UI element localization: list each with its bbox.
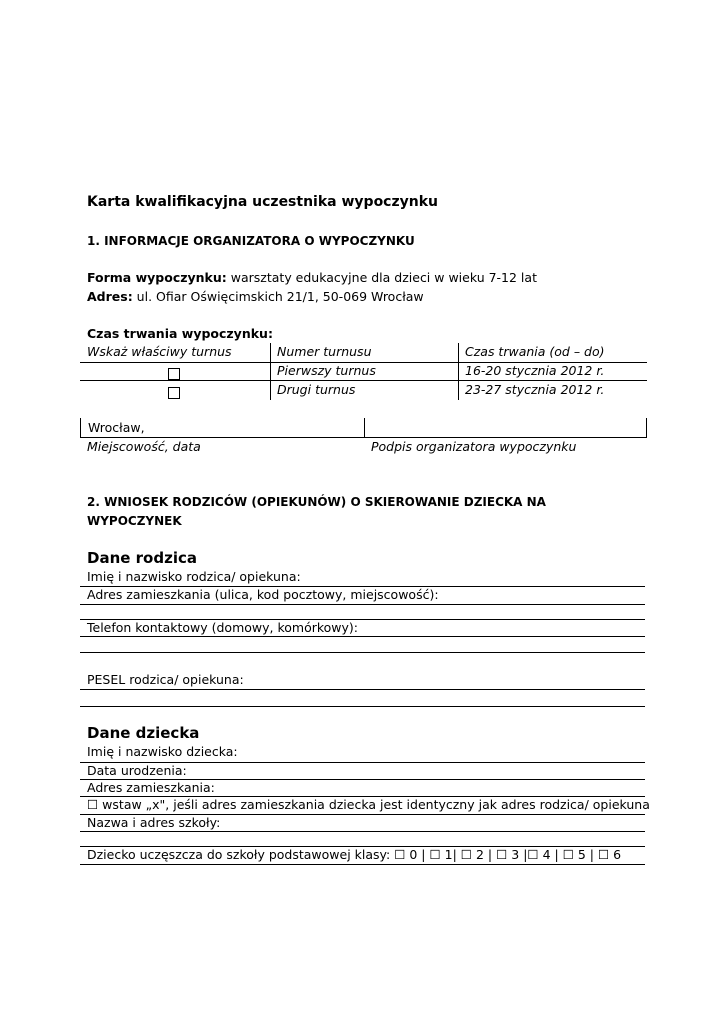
parent-data-heading: Dane rodzica [87, 549, 197, 567]
field-rule [80, 636, 645, 637]
turnus-2-name: Drugi turnus [277, 382, 356, 397]
organizer-address-line [87, 289, 424, 304]
form-value: warsztaty edukacyjne dla dzieci w wieku 7-12 lat [226, 270, 537, 285]
child-address-field[interactable]: Adres zamieszkania: [87, 780, 215, 795]
turnus-2-dates: 23-27 stycznia 2012 r. [465, 382, 605, 397]
turnus-1-checkbox[interactable] [168, 364, 180, 383]
duration-heading: Czas trwania wypoczynku: [87, 326, 273, 341]
table-divider [458, 343, 459, 400]
form-label: Forma wypoczynku: [87, 270, 227, 285]
turnus-1-name: Pierwszy turnus [277, 363, 376, 378]
section-1-heading: 1. INFORMACJE ORGANIZATORA O WYPOCZYNKU [87, 234, 415, 248]
signature-box-right [646, 418, 647, 437]
child-data-heading: Dane dziecka [87, 724, 200, 742]
field-rule [80, 689, 645, 690]
child-name-field[interactable]: Imię i nazwisko dziecka: [87, 744, 238, 759]
table-header-duration: Czas trwania (od – do) [465, 344, 605, 359]
parent-phone-field[interactable]: Telefon kontaktowy (domowy, komórkowy): [87, 620, 359, 635]
turnus-2-checkbox[interactable] [168, 383, 180, 402]
table-rule [80, 380, 647, 381]
school-field[interactable]: Nazwa i adres szkoły: [87, 815, 221, 830]
parent-name-field[interactable]: Imię i nazwisko rodzica/ opiekuna: [87, 569, 301, 584]
table-header-select: Wskaż właściwy turnus [87, 344, 232, 359]
child-birthdate-field[interactable]: Data urodzenia: [87, 763, 187, 778]
field-rule [80, 652, 645, 653]
field-rule [80, 706, 645, 707]
signature-box-left [364, 418, 365, 437]
address-value: ul. Ofiar Oświęcimskich 21/1, 50-069 Wrocław [132, 289, 424, 304]
same-address-checkbox-line[interactable]: ☐ wstaw „x", jeśli adres zamieszkania dziecka jest identyczny jak adres rodzica/ opiekuna [87, 797, 650, 812]
field-rule [80, 831, 645, 832]
turnus-1-dates: 16-20 stycznia 2012 r. [465, 363, 605, 378]
field-rule [80, 604, 645, 605]
place-box-left [80, 418, 81, 437]
section-2-heading-line2: WYPOCZYNEK [87, 514, 182, 528]
place-value[interactable]: Wrocław, [88, 420, 145, 435]
organizer-form-line [87, 270, 537, 285]
table-header-number: Numer turnusu [277, 344, 372, 359]
signature-label: Podpis organizatora wypoczynku [371, 439, 577, 454]
school-class-line[interactable]: Dziecko uczęszcza do szkoły podstawowej klasy: ☐ 0 | ☐ 1| ☐ 2 | ☐ 3 |☐ 4 | ☐ 5 | ☐ 6 [87, 847, 622, 862]
parent-address-field[interactable]: Adres zamieszkania (ulica, kod pocztowy, miejscowość): [87, 587, 439, 602]
table-divider [270, 343, 271, 400]
place-date-label: Miejscowość, data [87, 439, 201, 454]
signature-rule [80, 437, 647, 438]
parent-pesel-field[interactable]: PESEL rodzica/ opiekuna: [87, 672, 244, 687]
section-2-heading-line1: 2. WNIOSEK RODZICÓW (OPIEKUNÓW) O SKIEROWANIE DZIECKA NA [87, 495, 546, 509]
field-rule [80, 864, 645, 865]
document-title: Karta kwalifikacyjna uczestnika wypoczynku [87, 194, 438, 210]
address-label: Adres: [87, 289, 133, 304]
